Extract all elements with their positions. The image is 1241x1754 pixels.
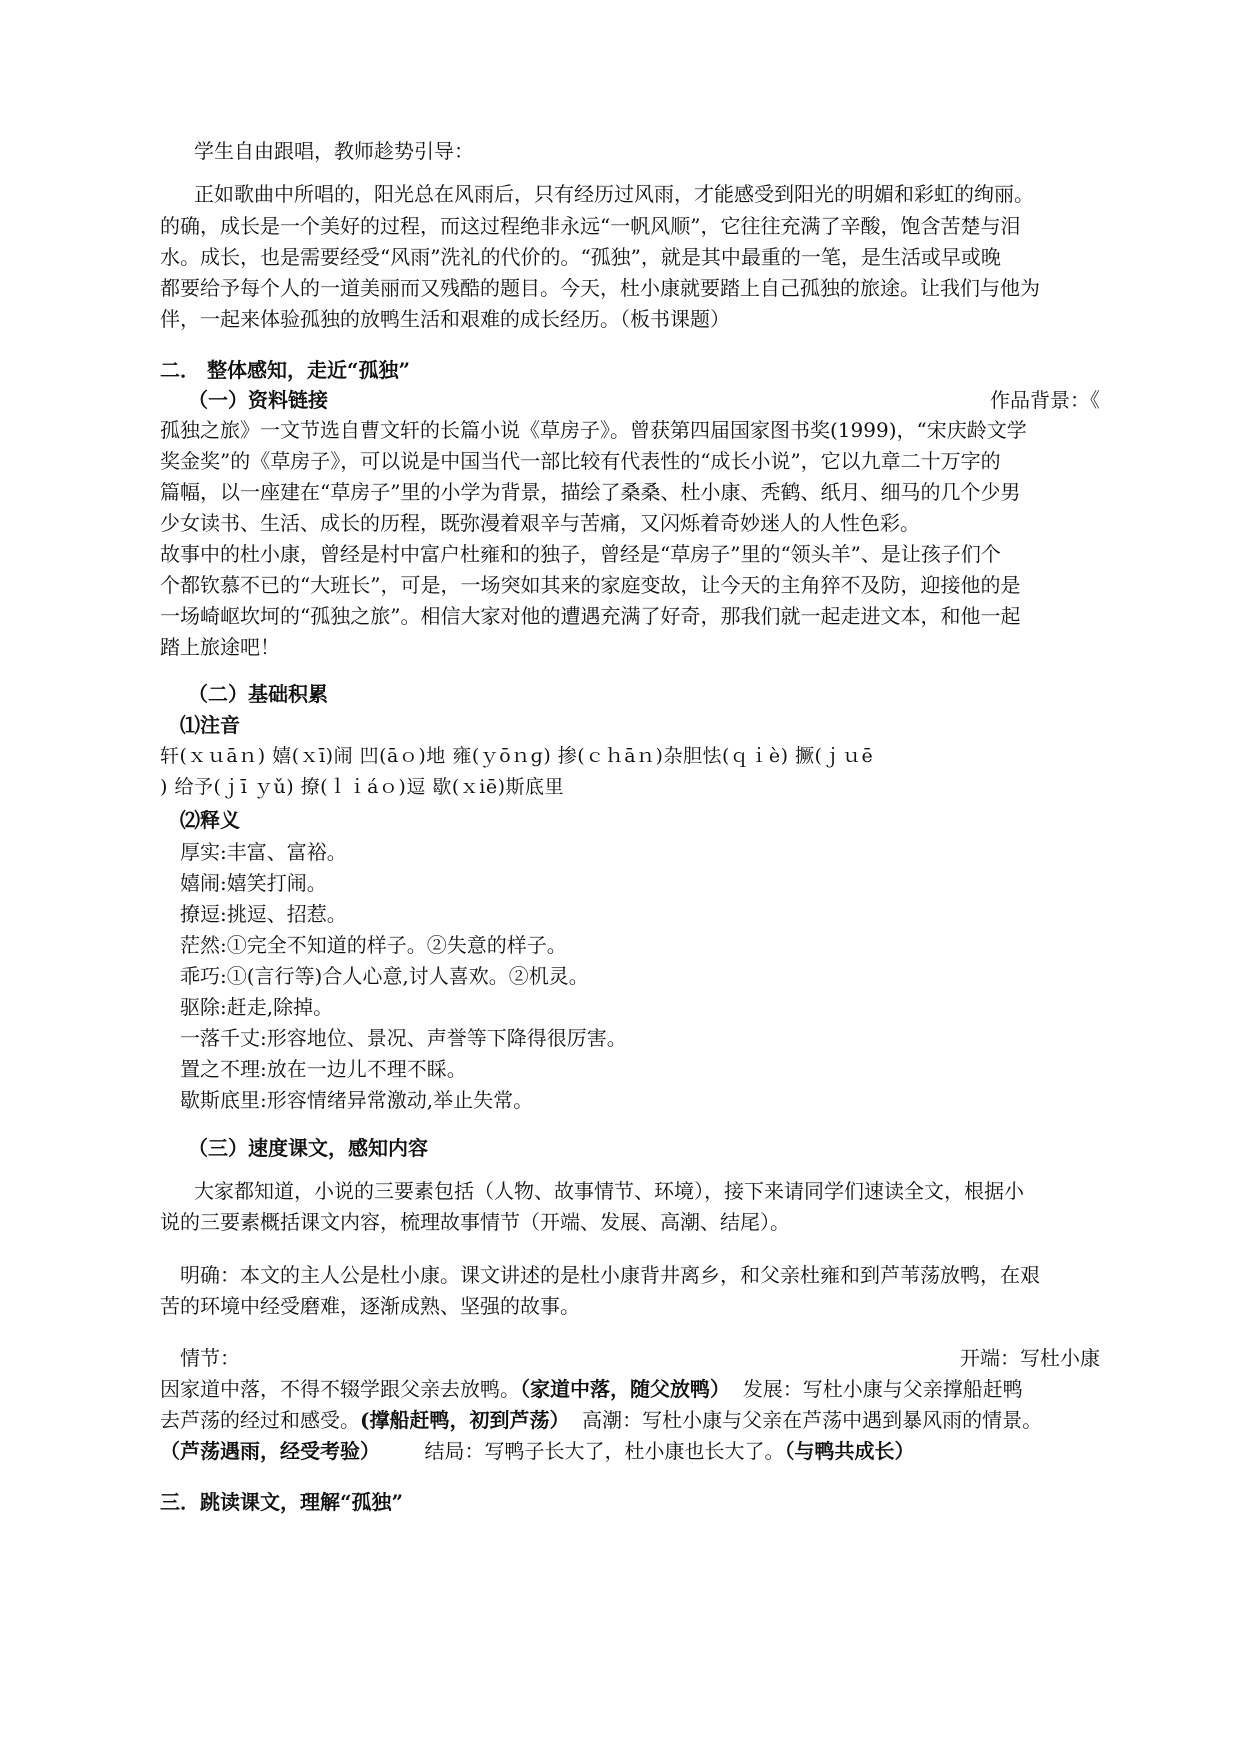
section-heading-2: 二． 整体感知，走近“孤独”	[160, 358, 410, 382]
meaning-item: 茫然:①完全不知道的样子。②失意的样子。	[180, 933, 567, 957]
background-line: 一场崎岖坎坷的“孤独之旅”。相信大家对他的遭遇充满了好奇，那我们就一起走进文本，和他一起	[160, 604, 1021, 628]
meaning-item: 乖巧:①(言行等)合人心意,讨人喜欢。②机灵。	[180, 964, 589, 988]
plot-label: 情节：	[180, 1346, 240, 1370]
subsection-heading-resource-link: （一）资料链接	[188, 388, 328, 412]
clarify-line: 明确：本文的主人公是杜小康。课文讲述的是杜小康背井离乡，和父亲杜雍和到芦苇荡放鸭，在艰	[180, 1263, 1040, 1287]
plot-summary: (撑船赶鸭，初到芦荡）	[360, 1408, 570, 1432]
plot-line	[160, 1437, 1100, 1465]
resource-link-row	[160, 386, 1100, 414]
intro-paragraph-line: 伴，一起来体验孤独的放鸭生活和艰难的成长经历。（板书课题）	[160, 307, 730, 331]
speed-read-line: 说的三要素概括课文内容，梳理故事情节（开端、发展、高潮、结尾）。	[160, 1210, 790, 1234]
background-line: 故事中的杜小康，曾经是村中富户杜雍和的独子，曾经是“草房子”里的“领头羊”、是让孩子们个	[160, 542, 1001, 566]
subsection-heading-speed-read: （三）速度课文，感知内容	[188, 1136, 428, 1160]
section-heading-3: 三．跳读课文，理解“孤独”	[160, 1490, 404, 1514]
meaning-item: 驱除:赶走,除掉。	[180, 995, 334, 1019]
phonetic-heading: ⑴注音	[180, 713, 240, 737]
meaning-heading: ⑵释义	[180, 808, 240, 832]
plot-development: 发展：写杜小康与父亲撑船赶鸭	[730, 1377, 1023, 1401]
plot-line	[160, 1375, 1100, 1403]
plot-line	[160, 1406, 1100, 1434]
speed-read-line: 大家都知道，小说的三要素包括（人物、故事情节、环境），接下来请同学们速读全文，根据小	[194, 1179, 1024, 1203]
background-line: 踏上旅途吧！	[160, 635, 280, 659]
meaning-item: 厚实:丰富、富裕。	[180, 840, 347, 864]
plot-summary: （家道中落，随父放鸭）	[520, 1377, 730, 1401]
background-line: 孤独之旅》一文节选自曹文轩的长篇小说《草房子》。曾获第四届国家图书奖(1999)，“宋庆龄文学	[160, 418, 1027, 442]
plot-summary: （与鸭共成长）	[784, 1439, 915, 1463]
meaning-item: 置之不理:放在一边儿不理不睬。	[180, 1057, 467, 1081]
background-line: 个都钦慕不已的“大班长”，可是，一场突如其来的家庭变故，让今天的主角猝不及防，迎接他的是	[160, 573, 1021, 597]
background-line: 奖金奖”的《草房子》，可以说是中国当代一部比较有代表性的“成长小说”，它以九章二十万字的	[160, 449, 1001, 473]
intro-follow-sing: 学生自由跟唱，教师趁势引导：	[194, 139, 474, 163]
work-background-label: 作品背景：《	[990, 388, 1100, 412]
intro-paragraph-line: 水。成长，也是需要经受“风雨”洗礼的代价的。“孤独”，就是其中最重的一笔，是生活或早或晚	[160, 245, 1001, 269]
subsection-heading-basics: （二）基础积累	[188, 682, 328, 706]
background-line: 少女读书、生活、成长的历程，既弥漫着艰辛与苦痛，又闪烁着奇妙迷人的人性色彩。	[160, 511, 920, 535]
intro-paragraph-line: 正如歌曲中所唱的，阳光总在风雨后，只有经历过风雨，才能感受到阳光的明媚和彩虹的绚丽。	[194, 182, 1034, 206]
meaning-item: 歇斯底里:形容情绪异常激动,举止失常。	[180, 1088, 534, 1112]
plot-ending: 结局：写鸭子长大了，杜小康也长大了。	[380, 1439, 785, 1463]
plot-text: 因家道中落，不得不辍学跟父亲去放鸭。	[160, 1377, 520, 1401]
phonetic-line: ) 给予(ｊī ｙǔ) 撩(ｌｉáｏ)逗 歇(ｘiē)斯底里	[160, 776, 565, 798]
meaning-item: 嬉闹:嬉笑打闹。	[180, 871, 327, 895]
meaning-item: 一落千丈:形容地位、景况、声誉等下降得很厉害。	[180, 1026, 627, 1050]
plot-climax: 高潮：写杜小康与父亲在芦荡中遇到暴风雨的情景。	[569, 1408, 1043, 1432]
plot-row	[160, 1344, 1100, 1372]
intro-paragraph-line: 都要给予每个人的一道美丽而又残酷的题目。今天，杜小康就要踏上自己孤独的旅途。让我们与他为	[160, 276, 1040, 300]
intro-paragraph-line: 的确，成长是一个美好的过程，而这过程绝非永远“一帆风顺”，它往往充满了辛酸，饱含苦楚与泪	[160, 214, 1021, 238]
background-line: 篇幅，以一座建在“草房子”里的小学为背景，描绘了桑桑、杜小康、秃鹤、纸月、细马的几个少男	[160, 480, 1021, 504]
plot-text: 去芦荡的经过和感受。	[160, 1408, 360, 1432]
phonetic-line: 轩(ｘｕāｎ) 嬉(ｘī)闹 凹(āｏ)地 雍(ｙōｎɡ) 掺(ｃｈāｎ)杂胆怯(ｑｉè) 撅(ｊｕē	[160, 745, 874, 767]
plot-summary: （芦荡遇雨，经受考验）	[160, 1439, 380, 1463]
plot-beginning: 开端：写杜小康	[960, 1346, 1100, 1370]
clarify-line: 苦的环境中经受磨难，逐渐成熟、坚强的故事。	[160, 1294, 580, 1318]
meaning-item: 撩逗:挑逗、招惹。	[180, 902, 347, 926]
